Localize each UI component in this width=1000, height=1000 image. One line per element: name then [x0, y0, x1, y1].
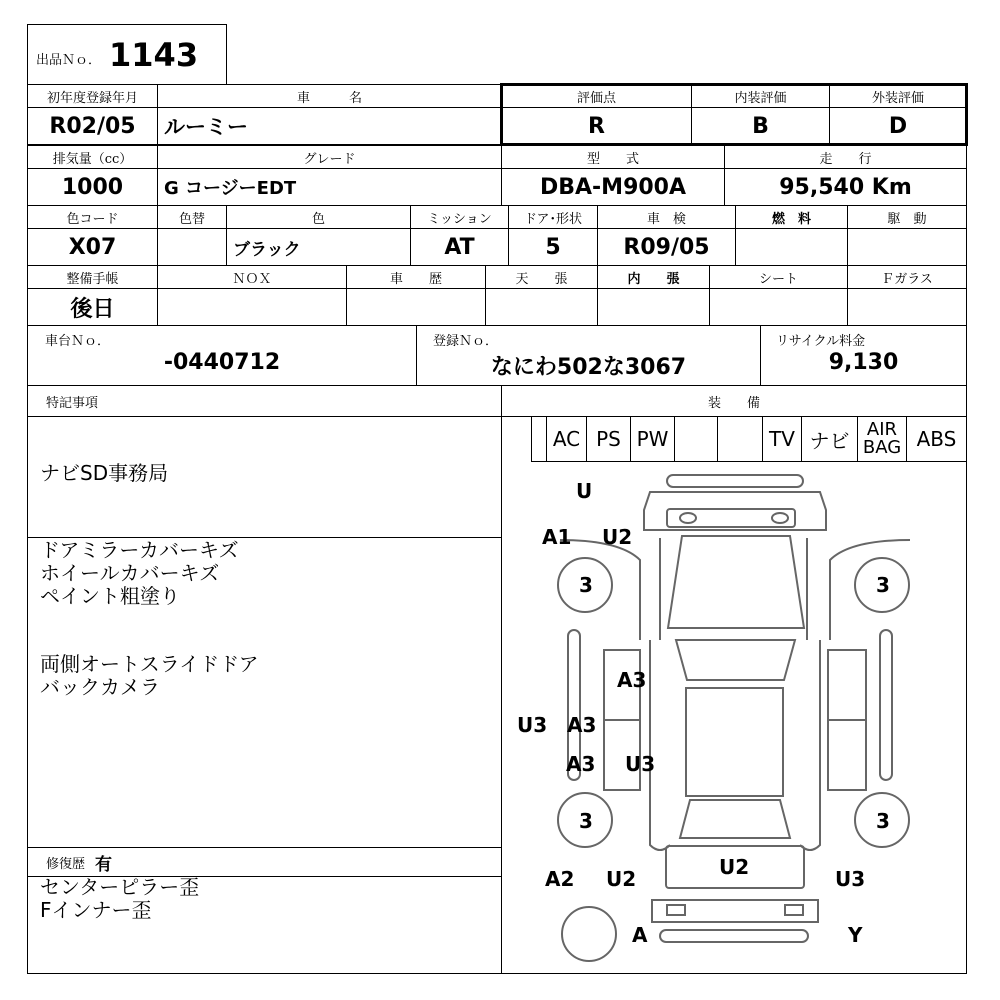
grade-value: G コージーEDT: [157, 168, 502, 206]
exhibit-no-label: 出品Ｎｏ．: [36, 53, 102, 68]
recycle-label: リサイクル料金: [776, 334, 866, 349]
mark-rear-left-u2: U2: [606, 867, 637, 891]
manual-value: 後日: [27, 288, 158, 326]
mark-tire-fr: 3: [876, 573, 890, 597]
mark-rear-left-a2: A2: [545, 867, 575, 891]
model-label: 型 式: [501, 145, 725, 169]
notes-label: 特記事項: [27, 385, 502, 417]
color-code-value: X07: [27, 228, 158, 266]
displacement-label: 排気量（cc）: [27, 145, 158, 169]
roof-label: 天 張: [485, 265, 598, 289]
history-value: [346, 288, 486, 326]
seat-label: シート: [709, 265, 848, 289]
equip-tv: TV: [762, 416, 802, 462]
mark-tire-fl: 3: [579, 573, 593, 597]
manual-label: 整備手帳: [27, 265, 158, 289]
exhibit-no-box: [27, 24, 227, 85]
mark-side-u3: U3: [517, 713, 548, 737]
reg-no-value: なにわ502な3067: [490, 355, 687, 380]
repair-header: [27, 847, 502, 877]
equip-airbag: AIR BAG: [857, 416, 907, 462]
reg-no-label: 登録Ｎｏ．: [433, 334, 499, 349]
chassis-value: -0440712: [163, 350, 281, 375]
notes-line-2a: ドアミラーカバーキズ: [40, 538, 239, 562]
repair-line-1: センターピラー歪: [40, 875, 200, 899]
repair-label: 修復歴: [46, 856, 86, 872]
equipment-label: 装 備: [501, 385, 967, 417]
roof-value: [485, 288, 598, 326]
history-label: 車 歴: [346, 265, 486, 289]
color-value: ブラック: [226, 228, 411, 266]
interior-trim-label: 内 張: [597, 265, 710, 289]
mission-label: ミッション: [410, 205, 509, 229]
exhibit-no: 1143: [109, 35, 199, 74]
fuel-value: [735, 228, 848, 266]
equip-empty-1: [531, 416, 547, 462]
equip-ps: PS: [586, 416, 631, 462]
mission-value: AT: [410, 228, 509, 266]
interior-trim-value: [597, 288, 710, 326]
recolor-value: [157, 228, 227, 266]
grade-label: グレード: [157, 145, 502, 169]
model-value: DBA-M900A: [501, 168, 725, 206]
notes-line-1: ナビSD事務局: [40, 461, 169, 485]
door-label: ドア･形状: [508, 205, 598, 229]
first-reg-label: 初年度登録年月: [27, 84, 158, 108]
drive-label: 駆 動: [847, 205, 967, 229]
mark-roof-a3: A3: [617, 668, 647, 692]
score-value: R: [501, 107, 692, 145]
inspection-value: R09/05: [597, 228, 736, 266]
mark-tailgate-u2: U2: [719, 855, 750, 879]
drive-value: [847, 228, 967, 266]
repair-value: 有: [95, 854, 113, 875]
score-label: 評価点: [501, 84, 692, 108]
chassis-label: 車台Ｎｏ．: [45, 334, 111, 349]
notes-line-2c: ペイント粗塗り: [40, 584, 180, 608]
mark-rear-door-u3: U3: [625, 752, 656, 776]
notes-line-2b: ホイールカバーキズ: [40, 561, 220, 585]
fglass-label: Ｆガラス: [847, 265, 967, 289]
mark-front-left-a: A1: [542, 525, 572, 549]
repair-line-2: Fインナー歪: [40, 898, 152, 922]
equip-navi: ナビ: [801, 416, 858, 462]
interior-value: B: [691, 107, 830, 145]
mark-rear-door-a3: A3: [566, 752, 596, 776]
mark-side-a3: A3: [567, 713, 597, 737]
exterior-label: 外装評価: [829, 84, 967, 108]
mark-tire-rr: 3: [876, 809, 890, 833]
notes-line-3a: 両側オートスライドドア: [40, 652, 259, 676]
equip-abs: ABS: [906, 416, 967, 462]
equip-ac: AC: [546, 416, 587, 462]
fuel-label: 燃 料: [735, 205, 848, 229]
fglass-value: [847, 288, 967, 326]
door-value: 5: [508, 228, 598, 266]
car-name-label: 車 名: [157, 84, 502, 108]
recycle-value: 9,130: [828, 350, 899, 375]
first-reg-value: R02/05: [27, 107, 158, 145]
mileage-value: 95,540 Km: [724, 168, 967, 206]
equip-empty-3: [717, 416, 763, 462]
nox-label: ＮＯＸ: [157, 265, 347, 289]
recolor-label: 色替: [157, 205, 227, 229]
nox-value: [157, 288, 347, 326]
mark-bumper-y: Y: [848, 923, 863, 947]
mark-rear-right-u3: U3: [835, 867, 866, 891]
mark-roof-top: U: [576, 479, 593, 503]
color-label: 色: [226, 205, 411, 229]
displacement-value: 1000: [27, 168, 158, 206]
seat-value: [709, 288, 848, 326]
mark-bumper-a: A: [632, 923, 648, 947]
inspection-label: 車 検: [597, 205, 736, 229]
car-name-value: ルーミー: [157, 107, 502, 145]
mileage-label: 走 行: [724, 145, 967, 169]
notes-line-3b: バックカメラ: [40, 675, 160, 699]
exterior-value: D: [829, 107, 967, 145]
color-code-label: 色コード: [27, 205, 158, 229]
interior-label: 内装評価: [691, 84, 830, 108]
mark-front-left-u: U2: [602, 525, 633, 549]
equip-pw: PW: [630, 416, 675, 462]
equip-empty-2: [674, 416, 718, 462]
mark-tire-rl: 3: [579, 809, 593, 833]
